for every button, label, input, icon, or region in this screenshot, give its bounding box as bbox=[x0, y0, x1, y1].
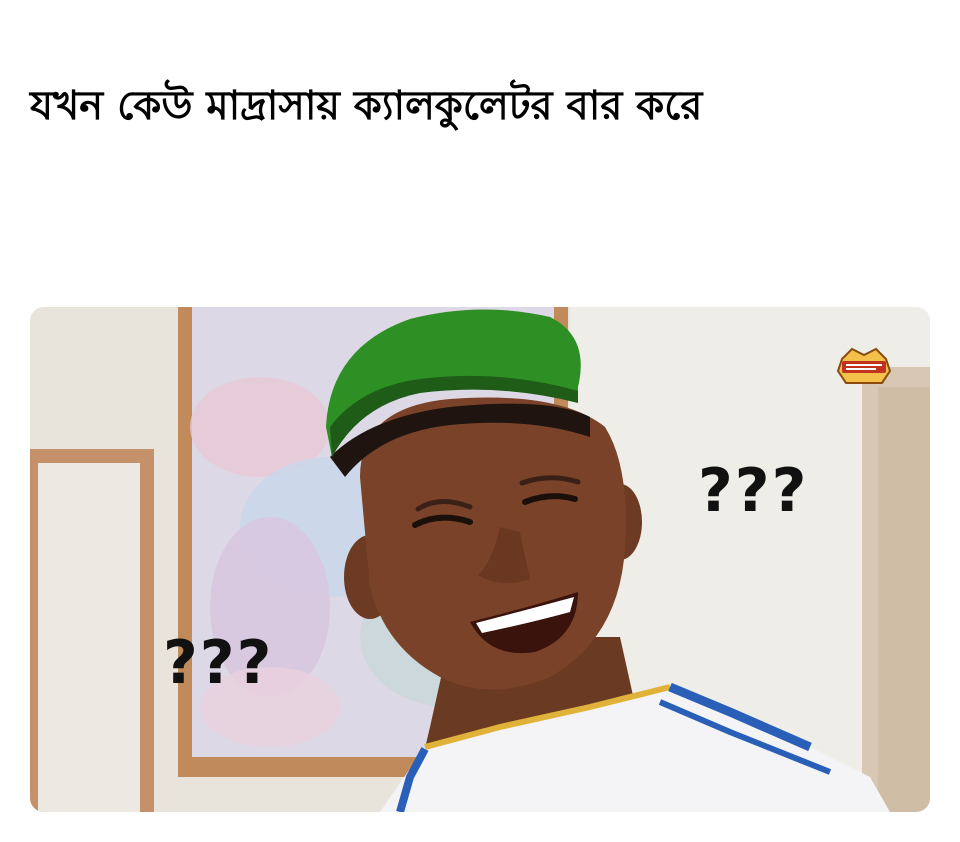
meme-photo-illustration bbox=[30, 307, 930, 812]
meme-caption: যখন কেউ মাদ্রাসায় ক্যালকুলেটর বার করে bbox=[30, 83, 703, 129]
watermark-logo-graphic bbox=[838, 349, 890, 383]
question-marks-left: ??? bbox=[163, 628, 274, 698]
left-picture-frame bbox=[30, 449, 154, 812]
meme-image bbox=[30, 307, 930, 812]
question-marks-right: ??? bbox=[698, 456, 809, 526]
